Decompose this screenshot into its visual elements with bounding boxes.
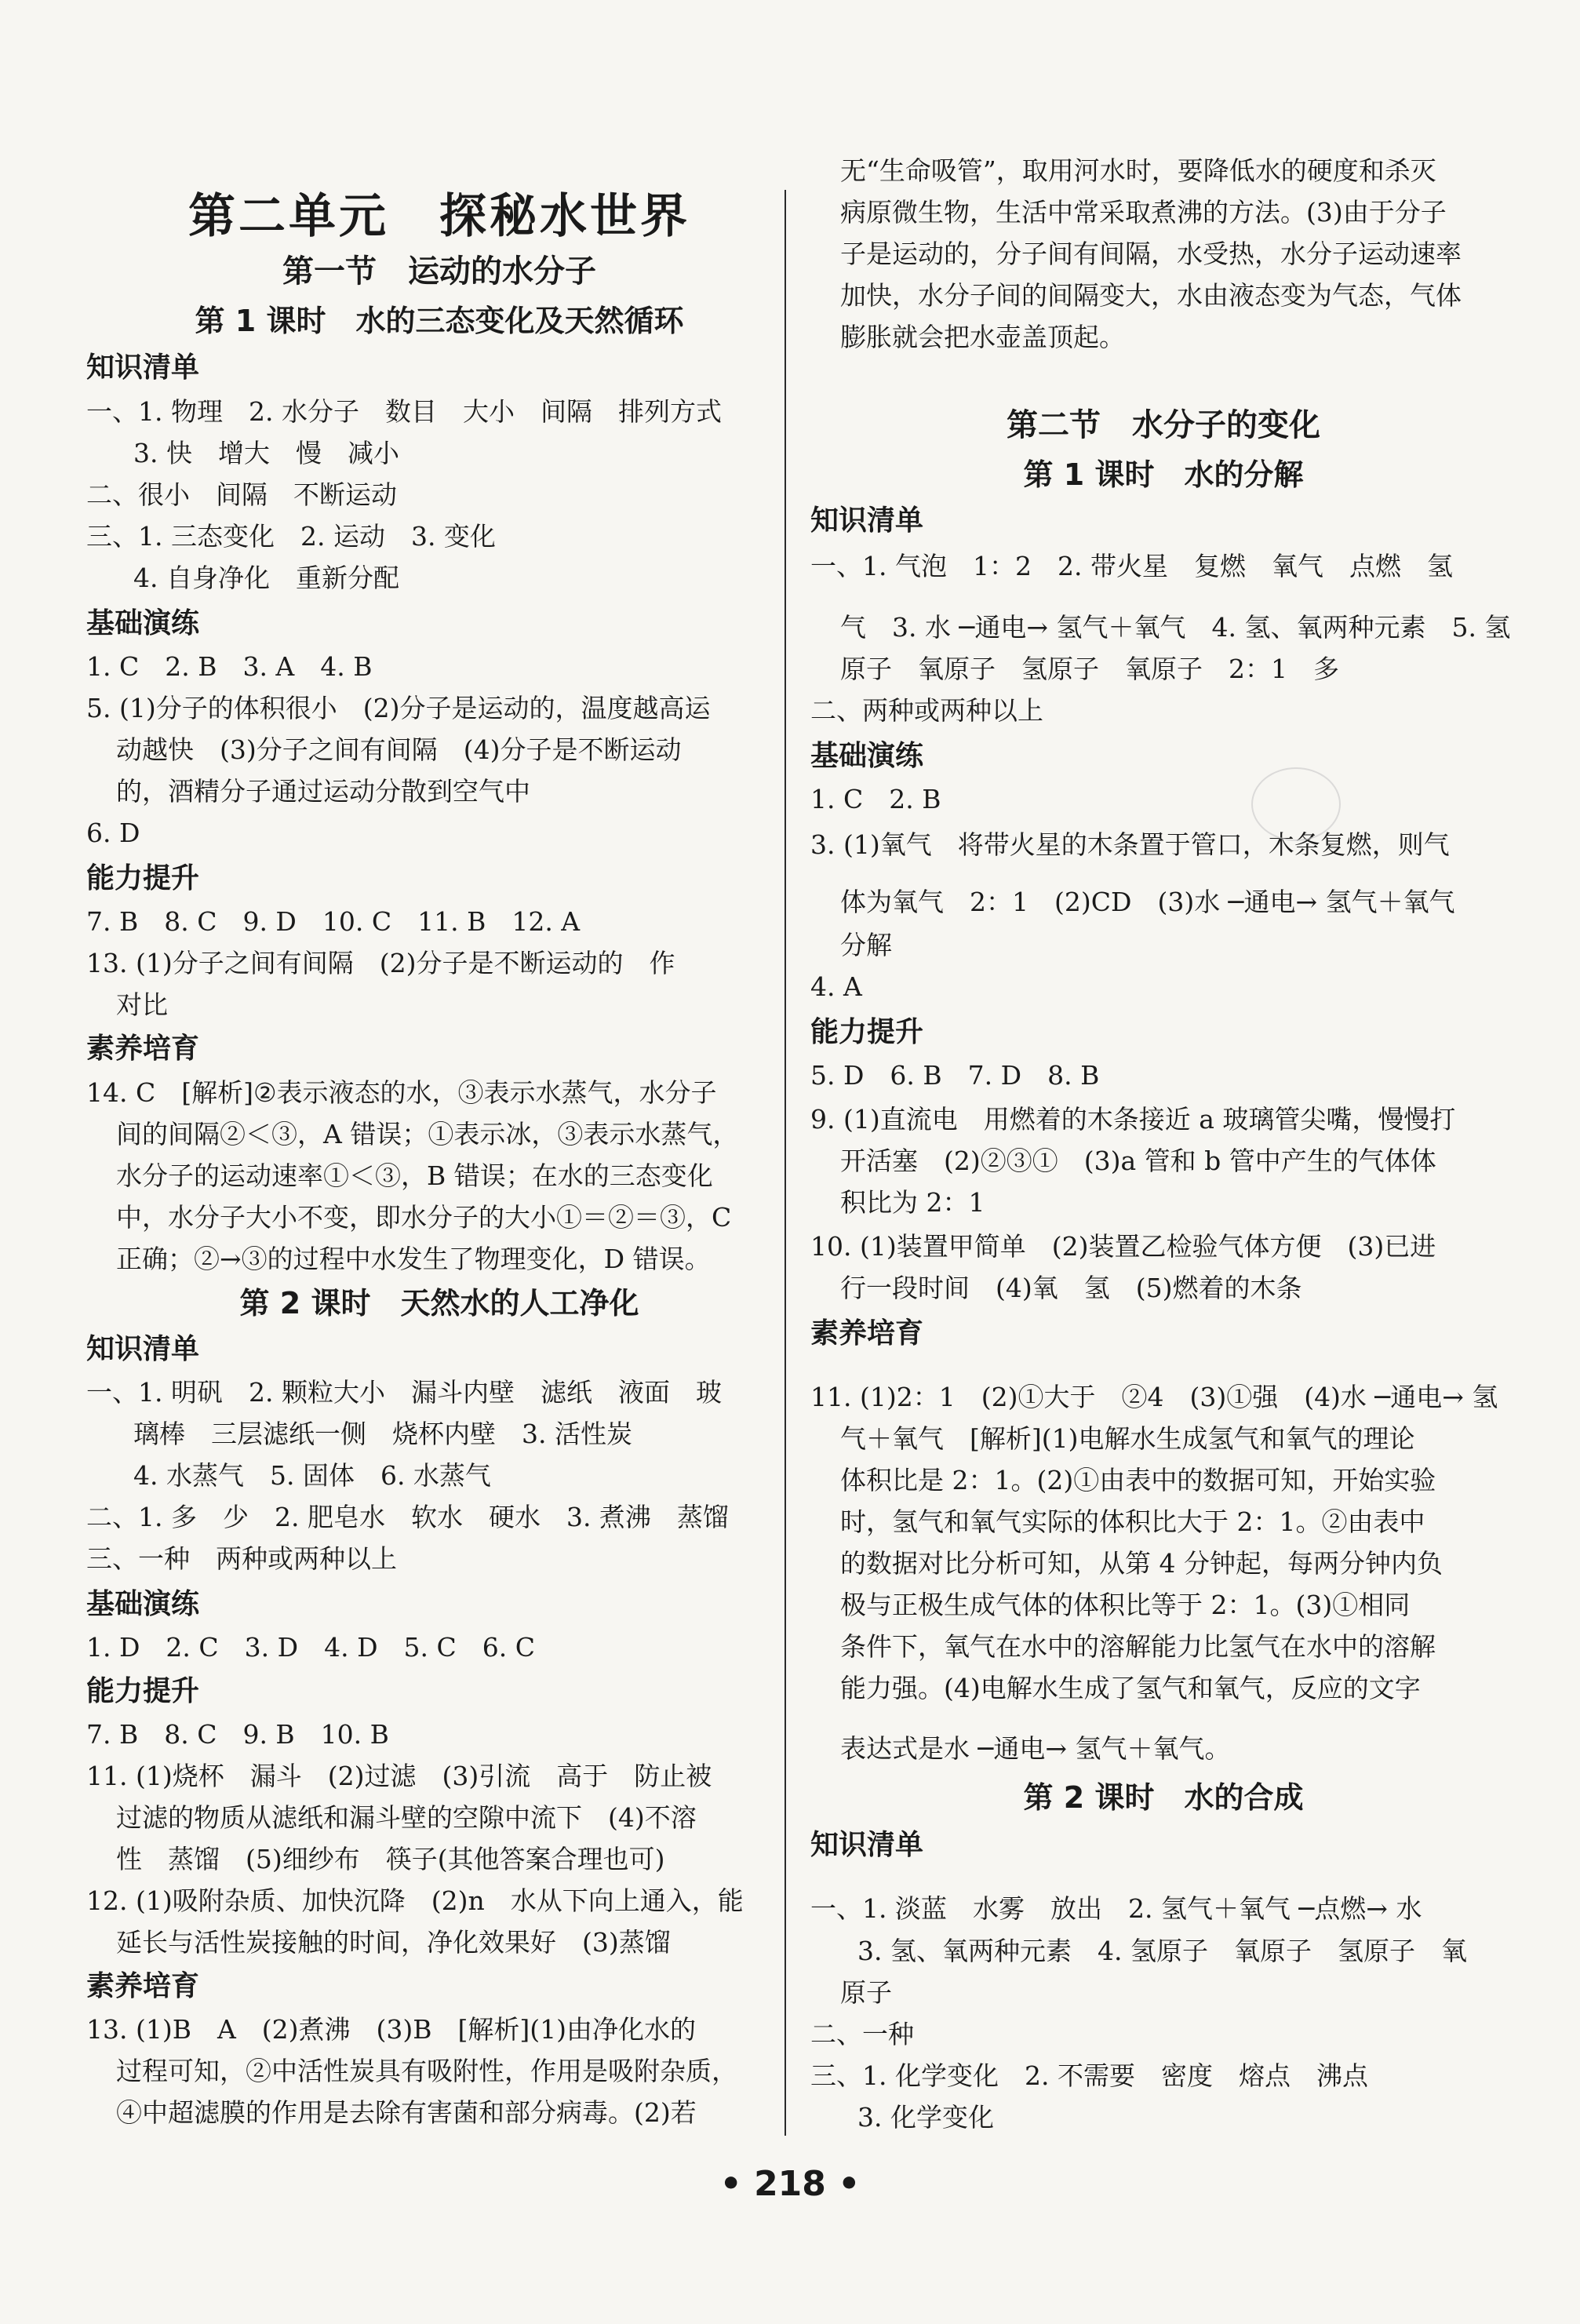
heading-basic-practice: 基础演练 [86, 1588, 200, 1620]
answer-line: 分解 [840, 930, 892, 960]
answer-line: 10. (1)装置甲简单 (2)装置乙检验气体方便 (3)已进 [810, 1231, 1436, 1262]
answer-line: 加快，水分子间的间隔变大，水由液态变为气态，气体 [840, 280, 1462, 311]
section-title: 第一节 运动的水分子 [282, 253, 596, 290]
lesson-title: 第 1 课时 水的三态变化及天然循环 [195, 304, 684, 338]
answer-line: 的数据对比分析可知，从第 4 分钟起，每两分钟内负 [840, 1548, 1443, 1579]
answer-line: 二、很小 间隔 不断运动 [86, 479, 397, 510]
watermark-stamp [1251, 767, 1341, 841]
unit-title: 第二单元 探秘水世界 [188, 189, 690, 244]
answer-line: 三、1. 三态变化 2. 运动 3. 变化 [86, 521, 496, 552]
answer-line: 气＋氧气 [解析](1)电解水生成氢气和氧气的理论 [840, 1423, 1415, 1454]
answer-line: 病原微生物，生活中常采取煮沸的方法。(3)由于分子 [840, 197, 1447, 228]
answer-line: 一、1. 明矾 2. 颗粒大小 漏斗内壁 滤纸 液面 玻 [86, 1377, 722, 1408]
answer-line: 体为氧气 2：1 (2)CD (3)水 ─通电→ 氢气＋氧气 [840, 887, 1455, 917]
answer-line: 对比 [116, 989, 168, 1020]
answer-line: 13. (1)分子之间有间隔 (2)分子是不断运动的 作 [86, 948, 675, 978]
heading-knowledge-list: 知识清单 [810, 1829, 924, 1861]
answer-line: 条件下，氧气在水中的溶解能力比氢气在水中的溶解 [840, 1631, 1436, 1662]
answer-line: 正确；②→③的过程中水发生了物理变化，D 错误。 [116, 1244, 711, 1274]
answer-line: 无“生命吸管”，取用河水时，要降低水的硬度和杀灭 [840, 155, 1436, 186]
heading-basic-practice: 基础演练 [86, 607, 200, 639]
answer-line: 13. (1)B A (2)煮沸 (3)B [解析](1)由净化水的 [86, 2014, 697, 2045]
answer-line: 能力强。(4)电解水生成了氢气和氧气，反应的文字 [840, 1673, 1421, 1703]
answer-line: 过滤的物质从滤纸和漏斗壁的空隙中流下 (4)不溶 [116, 1802, 697, 1833]
answer-line: 3. 化学变化 [857, 2102, 994, 2133]
answer-line: 子是运动的，分子间有间隔，水受热，水分子运动速率 [840, 239, 1462, 269]
answer-line: 12. (1)吸附杂质、加快沉降 (2)n 水从下向上通入，能 [86, 1885, 744, 1916]
heading-knowledge-list: 知识清单 [86, 352, 200, 384]
answer-line: 原子 [840, 1977, 892, 2008]
heading-ability-improvement: 能力提升 [810, 1016, 924, 1048]
answer-line: 9. (1)直流电 用燃着的木条接近 a 玻璃管尖嘴，慢慢打 [810, 1104, 1456, 1135]
answer-line: 二、1. 多 少 2. 肥皂水 软水 硬水 3. 煮沸 蒸馏 [86, 1502, 729, 1532]
heading-knowledge-list: 知识清单 [810, 505, 924, 537]
answer-line: 6. D [86, 818, 140, 848]
answer-line: 的，酒精分子通过运动分散到空气中 [116, 776, 530, 807]
answer-line: 极与正极生成气体的体积比等于 2：1。(3)①相同 [840, 1590, 1411, 1620]
answer-line: 一、1. 物理 2. 水分子 数目 大小 间隔 排列方式 [86, 396, 722, 427]
heading-knowledge-list: 知识清单 [86, 1333, 200, 1365]
answer-line: 璃棒 三层滤纸一侧 烧杯内壁 3. 活性炭 [133, 1419, 632, 1449]
answer-line: 中，水分子大小不变，即水分子的大小①＝②＝③，C [116, 1202, 732, 1233]
answer-line: 三、1. 化学变化 2. 不需要 密度 熔点 沸点 [810, 2060, 1368, 2091]
answer-line: 一、1. 淡蓝 水雾 放出 2. 氢气＋氧气 ─点燃→ 水 [810, 1893, 1422, 1924]
answer-line: 膨胀就会把水壶盖顶起。 [840, 322, 1125, 352]
answer-line: 3. 快 增大 慢 减小 [133, 438, 399, 468]
lesson-title: 第 1 课时 水的分解 [1023, 457, 1304, 492]
answer-line: 11. (1)2：1 (2)①大于 ②4 (3)①强 (4)水 ─通电→ 氢 [810, 1382, 1498, 1412]
heading-basic-practice: 基础演练 [810, 740, 924, 772]
answer-line: 过程可知，②中活性炭具有吸附性，作用是吸附杂质， [116, 2056, 737, 2086]
answer-line: 气 3. 水 ─通电→ 氢气＋氧气 4. 氢、氧两种元素 5. 氢 [840, 612, 1511, 643]
answer-line: 7. B 8. C 9. B 10. B [86, 1719, 389, 1750]
answer-line: 14. C [解析]②表示液态的水，③表示水蒸气，水分子 [86, 1077, 717, 1108]
answer-line: 间的间隔②＜③，A 错误；①表示冰，③表示水蒸气， [116, 1119, 739, 1149]
answer-line: 原子 氧原子 氢原子 氧原子 2：1 多 [840, 654, 1339, 684]
answer-line: 3. (1)氧气 将带火星的木条置于管口，木条复燃，则气 [810, 829, 1450, 860]
answer-line: 11. (1)烧杯 漏斗 (2)过滤 (3)引流 高于 防止被 [86, 1761, 712, 1791]
lesson-title: 第 2 课时 天然水的人工净化 [239, 1286, 639, 1320]
answer-line: 性 蒸馏 (5)细纱布 筷子(其他答案合理也可) [116, 1844, 665, 1874]
answer-line: 7. B 8. C 9. D 10. C 11. B 12. A [86, 906, 581, 937]
answer-line: 4. 自身净化 重新分配 [133, 563, 399, 593]
heading-literacy-cultivation: 素养培育 [810, 1317, 924, 1350]
answer-line: 3. 氢、氧两种元素 4. 氢原子 氧原子 氢原子 氧 [857, 1936, 1467, 1966]
answer-line: 一、1. 气泡 1：2 2. 带火星 复燃 氧气 点燃 氢 [810, 551, 1453, 581]
answer-line: 二、一种 [810, 2019, 914, 2049]
heading-ability-improvement: 能力提升 [86, 1675, 200, 1707]
answer-line: ④中超滤膜的作用是去除有害菌和部分病毒。(2)若 [116, 2097, 697, 2128]
heading-literacy-cultivation: 素养培育 [86, 1033, 200, 1065]
answer-line: 延长与活性炭接触的时间，净化效果好 (3)蒸馏 [116, 1927, 671, 1958]
page-number: • 218 • [719, 2164, 861, 2204]
answer-line: 表达式是水 ─通电→ 氢气＋氧气。 [840, 1733, 1231, 1764]
answer-line: 4. 水蒸气 5. 固体 6. 水蒸气 [133, 1460, 491, 1491]
answer-line: 1. C 2. B 3. A 4. B [86, 651, 373, 682]
answer-line: 5. D 6. B 7. D 8. B [810, 1060, 1100, 1091]
answer-line: 三、一种 两种或两种以上 [86, 1543, 397, 1574]
section-title: 第二节 水分子的变化 [1007, 407, 1320, 443]
answer-line: 动越快 (3)分子之间有间隔 (4)分子是不断运动 [116, 734, 682, 765]
answer-line: 4. A [810, 971, 862, 1002]
answer-line: 行一段时间 (4)氧 氢 (5)燃着的木条 [840, 1273, 1302, 1303]
answer-line: 积比为 2：1 [840, 1187, 985, 1218]
lesson-title: 第 2 课时 水的合成 [1023, 1780, 1304, 1815]
answer-line: 1. C 2. B [810, 784, 941, 814]
answer-line: 1. D 2. C 3. D 4. D 5. C 6. C [86, 1632, 535, 1663]
answer-line: 二、两种或两种以上 [810, 695, 1043, 726]
answer-line: 水分子的运动速率①＜③，B 错误；在水的三态变化 [116, 1160, 713, 1191]
answer-line: 体积比是 2：1。(2)①由表中的数据可知，开始实验 [840, 1465, 1436, 1495]
answer-line: 开活塞 (2)②③① (3)a 管和 b 管中产生的气体体 [840, 1146, 1436, 1176]
heading-literacy-cultivation: 素养培育 [86, 1970, 200, 2002]
answer-line: 5. (1)分子的体积很小 (2)分子是运动的，温度越高运 [86, 693, 711, 723]
heading-ability-improvement: 能力提升 [86, 862, 200, 894]
answer-line: 时，氢气和氧气实际的体积比大于 2：1。②由表中 [840, 1506, 1425, 1537]
